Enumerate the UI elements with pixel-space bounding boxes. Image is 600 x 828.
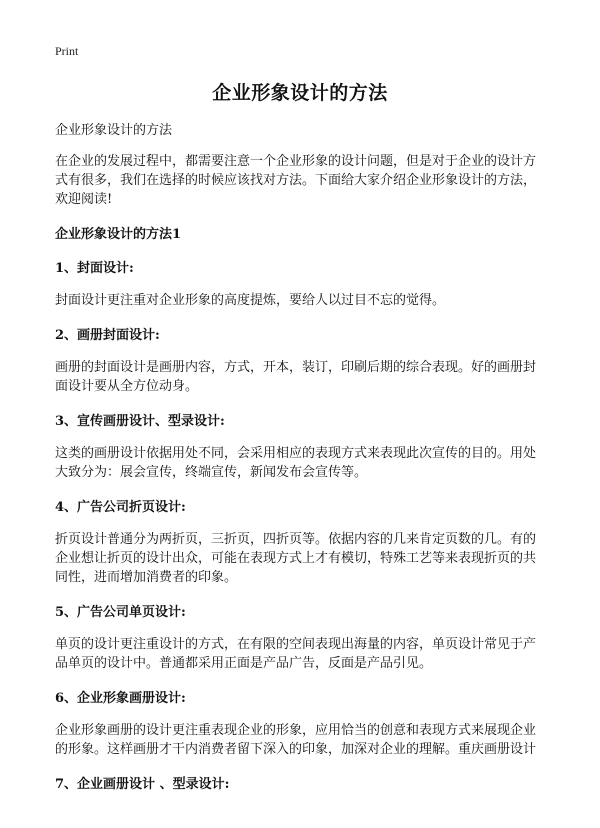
section-body-2: 画册的封面设计是画册内容，方式，开本，装订，印刷后期的综合表现。好的画册封面设计要从全方位动身。 (55, 360, 537, 394)
intro-paragraph: 在企业的发展过程中，都需要注意一个企业形象的设计问题，但是对于企业的设计方式有很多，我们在选择的时候应该找对方法。下面给大家介绍企业形象设计的方法，欢迎阅读! (55, 154, 537, 207)
section-heading-6: 6、企业形象画册设计: (55, 691, 186, 706)
section-body-5: 单页的设计更注重设计的方式，在有限的空间表现出海量的内容，单页设计常见于产品单页的设计中。普通都采用正面是产品广告，反面是产品引见。 (55, 637, 537, 671)
section-body-4: 折页设计普通分为两折页，三折页，四折页等。依据内容的几来肯定页数的几。有的企业想让折页的设计出众，可能在表现方式上才有模切，特殊工艺等来表现折页的共同性，进而增加消费者的印象。 (55, 532, 537, 585)
section-heading-5: 5、广告公司单页设计: (55, 605, 186, 620)
article (55, 78, 545, 807)
section-body-3: 这类的画册设计依据用处不同，会采用相应的表现方式来表现此次宣传的目的。用处大致分为：展会宣传，终端宣传，新闻发布会宣传等。 (55, 446, 537, 480)
print-link[interactable]: Print (55, 44, 79, 58)
section-body-1: 封面设计更注重对企业形象的高度提炼，要给人以过目不忘的觉得。 (55, 293, 446, 308)
section-body-6: 企业形象画册的设计更注重表现企业的形象，应用恰当的创意和表现方式来展现企业的形象。这样画册才干内消费者留下深入的印象，加深对企业的理解。重庆画册设计 (55, 723, 537, 757)
section-heading-1: 1、封面设计: (55, 261, 134, 276)
section-heading-3: 3、宣传画册设计、型录设计: (55, 414, 225, 429)
article-subtitle: 企业形象设计的方法 (55, 123, 173, 138)
section-heading-7: 7、企业画册设计 、型录设计: (55, 777, 230, 792)
page-title: 企业形象设计的方法 (212, 82, 388, 104)
section-title: 企业形象设计的方法1 (55, 227, 182, 242)
section-heading-2: 2、画册封面设计: (55, 328, 160, 343)
section-heading-4: 4、广告公司折页设计: (55, 500, 186, 515)
